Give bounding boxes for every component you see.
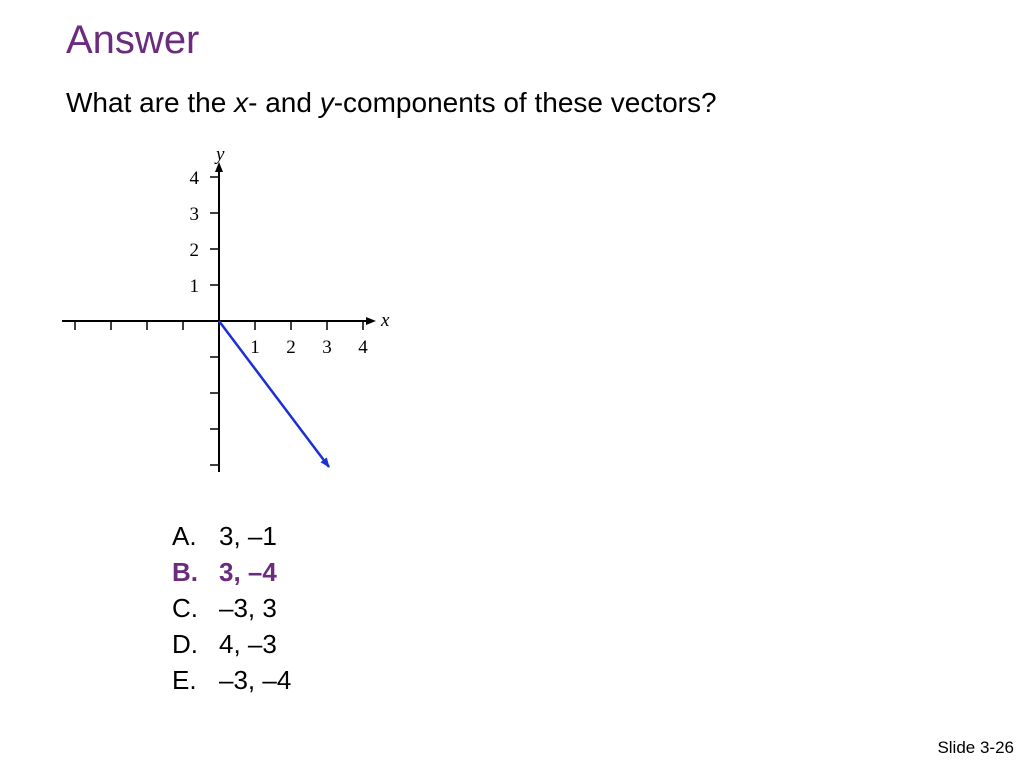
- choice-letter: A.: [172, 521, 197, 551]
- x-tick-label: 3: [322, 337, 332, 358]
- y-axis-label: y: [216, 144, 225, 165]
- slide-number: Slide 3-26: [937, 738, 1014, 757]
- choice-text: –3, –4: [219, 665, 292, 695]
- vector-arrow: [219, 321, 329, 467]
- choice-b: [172, 554, 291, 590]
- question-y-variable: y: [319, 87, 334, 118]
- y-tick-label: 4: [189, 168, 199, 189]
- y-tick-label: 3: [189, 204, 199, 225]
- choice-letter: C.: [172, 593, 198, 623]
- choice-d: [172, 626, 291, 662]
- choice-a: [172, 518, 291, 554]
- slide-title: Answer: [66, 18, 200, 62]
- x-tick-label: 2: [286, 337, 296, 358]
- choice-c: [172, 590, 291, 626]
- x-tick-label: 1: [250, 337, 260, 358]
- question-part-3: -components of these vectors?: [333, 87, 717, 118]
- choice-text: –3, 3: [219, 593, 277, 623]
- x-axis-arrow: [366, 317, 376, 325]
- answer-choices: [172, 518, 291, 698]
- choice-text: 3, –4: [219, 557, 277, 587]
- question-part-1: What are the: [66, 87, 235, 118]
- question-part-2: - and: [248, 87, 320, 118]
- choice-text: 4, –3: [219, 629, 277, 659]
- choice-letter: B.: [172, 557, 198, 587]
- choice-e: [172, 662, 291, 698]
- x-tick-label: 4: [358, 337, 368, 358]
- y-tick-label: 1: [189, 276, 199, 297]
- choice-text: 3, –1: [219, 521, 277, 551]
- y-tick-label: 2: [189, 240, 199, 261]
- x-axis-label: x: [381, 310, 390, 331]
- question-x-variable: x: [234, 87, 249, 118]
- choice-letter: E.: [172, 665, 197, 695]
- choice-letter: D.: [172, 629, 198, 659]
